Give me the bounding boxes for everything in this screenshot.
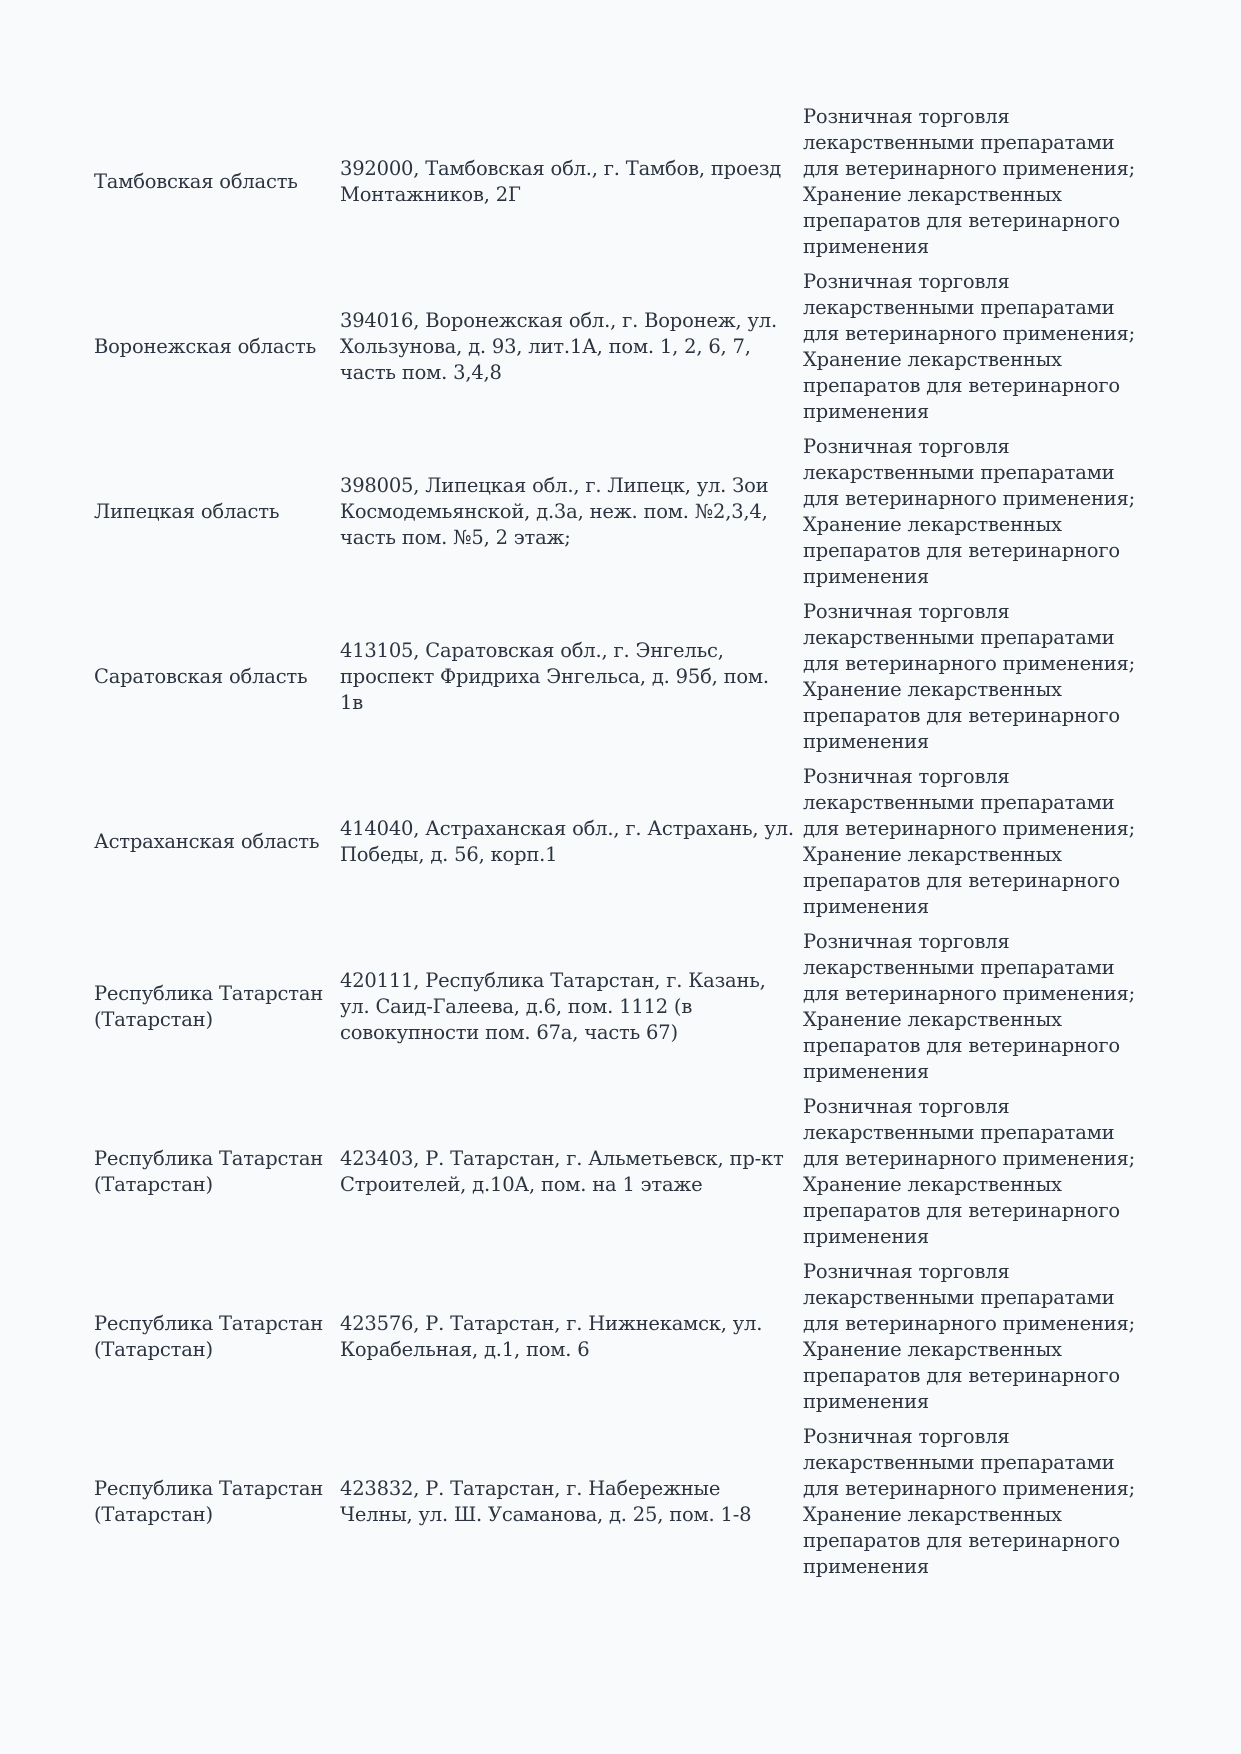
region-cell: Саратовская область bbox=[94, 664, 308, 688]
region-cell: Республика Татарстан (Татарстан) bbox=[94, 1476, 324, 1526]
address-cell: 423576, Р. Татарстан, г. Нижнекамск, ул. Корабельная, д.1, пом. 6 bbox=[340, 1311, 763, 1361]
table-row bbox=[94, 1254, 1154, 1419]
activity-cell: Розничная торговля лекарственными препаратами для ветеринарного применения; Хранение лекарственных препаратов для ветеринарного применения bbox=[803, 599, 1136, 753]
table-row bbox=[94, 264, 1154, 429]
activity-cell: Розничная торговля лекарственными препаратами для ветеринарного применения; Хранение лекарственных препаратов для ветеринарного применения bbox=[803, 1094, 1136, 1248]
region-cell: Тамбовская область bbox=[94, 169, 298, 193]
address-cell: 420111, Республика Татарстан, г. Казань, ул. Саид-Галеева, д.6, пом. 1112 (в совокупности пом. 67а, часть 67) bbox=[340, 968, 766, 1044]
activity-cell: Розничная торговля лекарственными препаратами для ветеринарного применения; Хранение лекарственных препаратов для ветеринарного применения bbox=[803, 104, 1136, 258]
region-cell: Республика Татарстан (Татарстан) bbox=[94, 1311, 324, 1361]
region-cell: Астраханская область bbox=[94, 829, 320, 853]
table-row bbox=[94, 1089, 1154, 1254]
address-cell: 423403, Р. Татарстан, г. Альметьевск, пр-кт Строителей, д.10А, пом. на 1 этаже bbox=[340, 1146, 784, 1196]
activity-cell: Розничная торговля лекарственными препаратами для ветеринарного применения; Хранение лекарственных препаратов для ветеринарного применения bbox=[803, 764, 1136, 918]
region-cell: Республика Татарстан (Татарстан) bbox=[94, 1146, 324, 1196]
activity-cell: Розничная торговля лекарственными препаратами для ветеринарного применения; Хранение лекарственных препаратов для ветеринарного применения bbox=[803, 1424, 1136, 1578]
address-cell: 413105, Саратовская обл., г. Энгельс, проспект Фридриха Энгельса, д. 95б, пом. 1в bbox=[340, 638, 769, 714]
activity-cell: Розничная торговля лекарственными препаратами для ветеринарного применения; Хранение лекарственных препаратов для ветеринарного применения bbox=[803, 1259, 1136, 1413]
address-cell: 394016, Воронежская обл., г. Воронеж, ул. Хользунова, д. 93, лит.1А, пом. 1, 2, 6, 7, часть пом. 3,4,8 bbox=[340, 308, 777, 384]
region-cell: Республика Татарстан (Татарстан) bbox=[94, 981, 324, 1031]
table-row bbox=[94, 1419, 1154, 1584]
table-row bbox=[94, 924, 1154, 1089]
license-locations-table bbox=[94, 99, 1154, 1584]
address-cell: 423832, Р. Татарстан, г. Набережные Челны, ул. Ш. Усаманова, д. 25, пом. 1-8 bbox=[340, 1476, 752, 1526]
table-row bbox=[94, 759, 1154, 924]
document-page bbox=[94, 99, 1154, 1584]
address-cell: 392000, Тамбовская обл., г. Тамбов, проезд Монтажников, 2Г bbox=[340, 156, 782, 206]
activity-cell: Розничная торговля лекарственными препаратами для ветеринарного применения; Хранение лекарственных препаратов для ветеринарного применения bbox=[803, 929, 1136, 1083]
activity-cell: Розничная торговля лекарственными препаратами для ветеринарного применения; Хранение лекарственных препаратов для ветеринарного применения bbox=[803, 269, 1136, 423]
table-row bbox=[94, 429, 1154, 594]
region-cell: Воронежская область bbox=[94, 334, 317, 358]
address-cell: 398005, Липецкая обл., г. Липецк, ул. Зои Космодемьянской, д.3а, неж. пом. №2,3,4, часть пом. №5, 2 этаж; bbox=[340, 473, 769, 549]
table-row bbox=[94, 99, 1154, 264]
activity-cell: Розничная торговля лекарственными препаратами для ветеринарного применения; Хранение лекарственных препаратов для ветеринарного применения bbox=[803, 434, 1136, 588]
region-cell: Липецкая область bbox=[94, 499, 280, 523]
address-cell: 414040, Астраханская обл., г. Астрахань, ул. Победы, д. 56, корп.1 bbox=[340, 816, 794, 866]
table-row bbox=[94, 594, 1154, 759]
